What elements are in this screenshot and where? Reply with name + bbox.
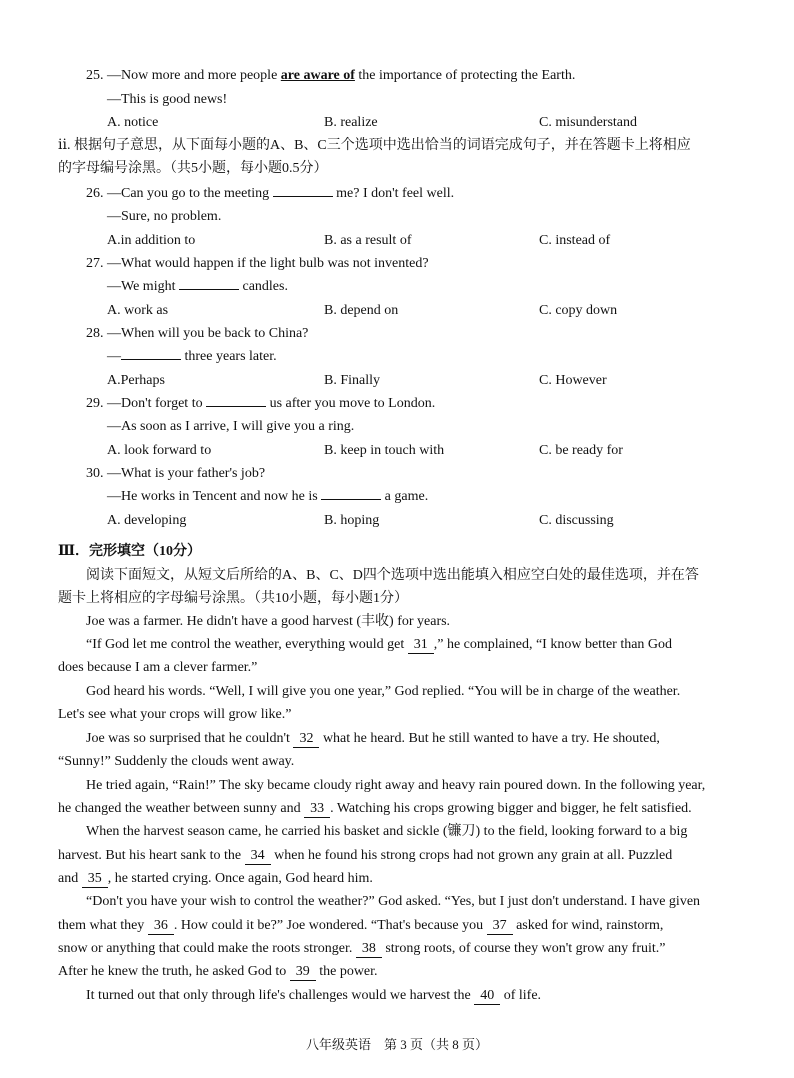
answer-blank <box>273 182 333 197</box>
question-25-reply: —This is good news! <box>107 92 228 107</box>
cloze-blank-35: 35 <box>82 871 108 888</box>
q26-option-b: B. as a result of <box>324 233 412 248</box>
q27-option-c: C. copy down <box>539 303 618 318</box>
cloze-blank-36: 36 <box>148 918 174 935</box>
passage-para-3-cont: Let's see what your crops will grow like.” <box>58 707 292 722</box>
passage-para-6-cont2: and 35 , he started crying. Once again, God heard him. <box>58 871 373 886</box>
passage-para-2: “If God let me control the weather, everything would get 31 ,” he complained, “I know better than God <box>86 637 673 652</box>
key-phrase: are aware of <box>280 68 355 83</box>
q28-option-b: B. Finally <box>324 373 381 388</box>
question-28-reply: — three years later. <box>107 345 277 368</box>
question-26: 26. —Can you go to the meeting me? I don't feel well. <box>86 182 454 205</box>
q25-option-a: A. notice <box>107 115 159 130</box>
section-iii-title: Ⅲ．完形填空（10分） <box>58 544 202 559</box>
section-ii-instructions-1: ⅱ. 根据句子意思，从下面每小题的A、B、C三个选项中选出恰当的词语完成句子，并在答题卡上将相应 <box>58 138 691 153</box>
passage-para-6-cont: harvest. But his heart sank to the 34 when he found his strong crops had not grown any grain at all. Puzzled <box>58 848 673 863</box>
question-29-reply: —As soon as I arrive, I will give you a ring. <box>107 419 355 434</box>
section-iii-instructions-1: 阅读下面短文，从短文后所给的A、B、C、D四个选项中选出能填入相应空白处的最佳选项，并在答 <box>86 568 699 583</box>
answer-blank <box>121 345 181 360</box>
passage-para-2-cont: does because I am a clever farmer.” <box>58 660 258 675</box>
q26-option-a: A.in addition to <box>107 233 196 248</box>
q27-option-b: B. depend on <box>324 303 399 318</box>
passage-para-3: God heard his words. “Well, I will give you one year,” God replied. “You will be in charge of the weather. <box>86 684 681 699</box>
passage-para-5-cont: he changed the weather between sunny and 33 . Watching his crops growing bigger and bigger, he felt satisfied. <box>58 801 692 816</box>
question-25: 25. —Now more and more people are aware of the importance of protecting the Earth. <box>86 68 576 83</box>
q30-option-c: C. discussing <box>539 513 614 528</box>
q28-option-c: C. However <box>539 373 607 388</box>
cloze-blank-37: 37 <box>487 918 513 935</box>
question-28: 28. —When will you be back to China? <box>86 326 309 341</box>
passage-para-7-cont2: snow or anything that could make the roots stronger. 38 strong roots, of course they won't grow any fruit.” <box>58 941 666 956</box>
q30-option-b: B. hoping <box>324 513 380 528</box>
q25-option-b: B. realize <box>324 115 378 130</box>
passage-para-6: When the harvest season came, he carried his basket and sickle (镰刀) to the field, looking forward to a big <box>86 824 688 839</box>
q27-option-a: A. work as <box>107 303 169 318</box>
question-30-reply: —He works in Tencent and now he is a game. <box>107 485 428 508</box>
passage-para-7-cont: them what they 36 . How could it be?” Joe wondered. “That's because you 37 asked for wind, rainstorm, <box>58 918 664 933</box>
cloze-blank-33: 33 <box>304 801 330 818</box>
passage-para-4: Joe was so surprised that he couldn't 32 what he heard. But he still wanted to have a try. He shouted, <box>86 731 660 746</box>
question-26-reply: —Sure, no problem. <box>107 209 222 224</box>
cloze-blank-40: 40 <box>474 988 500 1005</box>
q30-option-a: A. developing <box>107 513 187 528</box>
q29-option-a: A. look forward to <box>107 443 212 458</box>
cloze-blank-34: 34 <box>245 848 271 865</box>
answer-blank <box>206 392 266 407</box>
question-29: 29. —Don't forget to us after you move to London. <box>86 392 435 415</box>
q29-option-b: B. keep in touch with <box>324 443 445 458</box>
question-27-reply: —We might candles. <box>107 275 288 298</box>
section-iii-instructions-2: 题卡上将相应的字母编号涂黑。（共10小题，每小题1分） <box>58 591 408 606</box>
passage-para-7-cont3: After he knew the truth, he asked God to 39 the power. <box>58 964 378 979</box>
section-ii-instructions-2: 的字母编号涂黑。（共5小题，每小题0.5分） <box>58 161 328 176</box>
question-30: 30. —What is your father's job? <box>86 466 266 481</box>
cloze-blank-32: 32 <box>293 731 319 748</box>
passage-para-4-cont: “Sunny!” Suddenly the clouds went away. <box>58 754 295 769</box>
cloze-blank-38: 38 <box>356 941 382 958</box>
passage-para-7: “Don't you have your wish to control the weather?” God asked. “Yes, but I just don't understand. I have given <box>86 894 701 909</box>
passage-para-1: Joe was a farmer. He didn't have a good harvest (丰收) for years. <box>86 614 451 629</box>
q25-option-c: C. misunderstand <box>539 115 637 130</box>
cloze-blank-31: 31 <box>408 637 434 654</box>
answer-blank <box>179 275 239 290</box>
question-27: 27. —What would happen if the light bulb was not invented? <box>86 256 429 271</box>
passage-para-5: He tried again, “Rain!” The sky became cloudy right away and heavy rain poured down. In the following year, <box>86 778 706 793</box>
cloze-blank-39: 39 <box>290 964 316 981</box>
q26-option-c: C. instead of <box>539 233 611 248</box>
q28-option-a: A.Perhaps <box>107 373 165 388</box>
page-footer: 八年级英语 第 3 页（共 8 页） <box>305 1037 488 1052</box>
answer-blank <box>321 485 381 500</box>
q29-option-c: C. be ready for <box>539 443 623 458</box>
passage-para-8: It turned out that only through life's challenges would we harvest the 40 of life. <box>86 988 542 1003</box>
